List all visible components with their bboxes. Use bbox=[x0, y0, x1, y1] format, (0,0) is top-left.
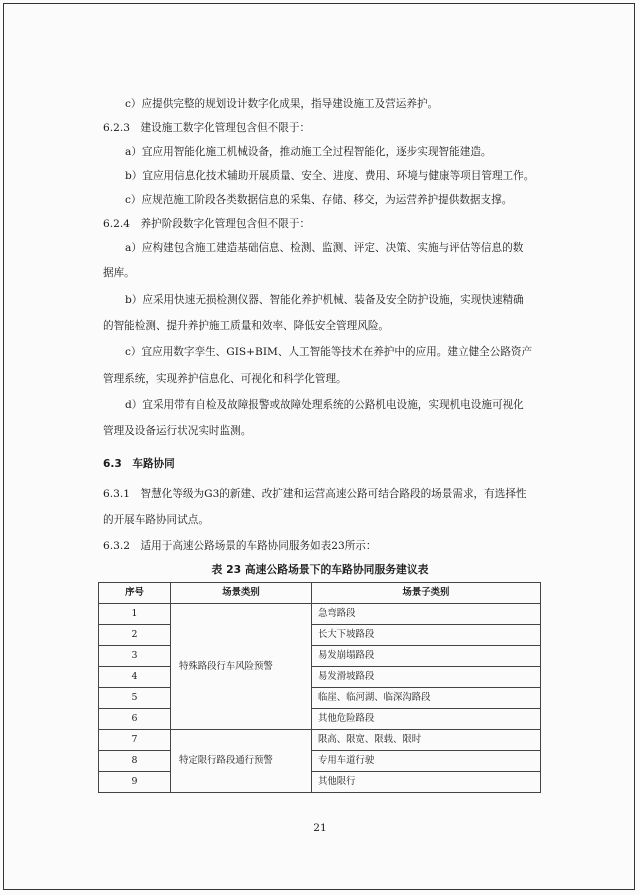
subcategory-cell: 其他危险路段 bbox=[312, 709, 541, 730]
subcategory-cell: 急弯路段 bbox=[312, 604, 541, 625]
clause-paragraph: 6.3.2 适用于高速公路场景的车路协同服务如表23所示： bbox=[103, 540, 377, 552]
paragraph-continuation: 据库。 bbox=[103, 267, 135, 279]
paragraph: c）宜应用数字孪生、GIS+BIM、人工智能等技术在养护中的应用。建立健全公路资产 bbox=[125, 346, 533, 358]
row-index: 7 bbox=[99, 730, 171, 751]
paragraph: b）应采用快速无损检测仪器、智能化养护机械、装备及安全防护设施，实现快速精确 bbox=[125, 294, 524, 306]
paragraph: c）应规范施工阶段各类数据信息的采集、存储、移交，为运营养护提供数据支撑。 bbox=[125, 194, 513, 206]
row-index: 3 bbox=[99, 646, 171, 667]
paragraph: d）宜采用带有自检及故障报警或故障处理系统的公路机电设施，实现机电设施可视化 bbox=[125, 399, 524, 411]
paragraph: b）宜应用信息化技术辅助开展质量、安全、进度、费用、环境与健康等项目管理工作。 bbox=[125, 170, 535, 182]
paragraph: c）应提供完整的规划设计数字化成果，指导建设施工及营运养护。 bbox=[125, 98, 439, 110]
table-row bbox=[99, 646, 541, 667]
row-index: 1 bbox=[99, 604, 171, 625]
category-cell: 特定限行路段通行预警 bbox=[171, 730, 312, 793]
subcategory-cell: 易发崩塌路段 bbox=[312, 646, 541, 667]
category-cell: 特殊路段行车风险预警 bbox=[171, 604, 312, 730]
subcategory-cell: 易发滑坡路段 bbox=[312, 667, 541, 688]
table-row bbox=[99, 625, 541, 646]
table-header-row bbox=[99, 583, 541, 604]
subcategory-cell: 临崖、临河湖、临深沟路段 bbox=[312, 688, 541, 709]
row-index: 8 bbox=[99, 751, 171, 772]
subcategory-cell: 长大下坡路段 bbox=[312, 625, 541, 646]
paragraph: a）应构建包含施工建造基础信息、检测、监测、评定、决策、实施与评估等信息的数 bbox=[125, 242, 524, 254]
table-row bbox=[99, 772, 541, 793]
paragraph-continuation: 的智能检测、提升养护施工质量和效率、降低安全管理风险。 bbox=[103, 320, 390, 332]
table-row bbox=[99, 604, 541, 625]
paragraph: a）宜应用智能化施工机械设备，推动施工全过程智能化，逐步实现智能建造。 bbox=[125, 146, 492, 158]
subcategory-cell: 专用车道行驶 bbox=[312, 751, 541, 772]
section-heading: 6.3 车路协同 bbox=[103, 458, 175, 470]
table-row bbox=[99, 688, 541, 709]
subcategory-cell: 其他限行 bbox=[312, 772, 541, 793]
table-row bbox=[99, 709, 541, 730]
table-caption: 表 23 高速公路场景下的车路协同服务建议表 bbox=[211, 563, 429, 576]
clause-heading: 6.2.4 养护阶段数字化管理包含但不限于： bbox=[103, 218, 311, 230]
paragraph-continuation: 管理系统，实现养护信息化、可视化和科学化管理。 bbox=[103, 373, 347, 385]
header-category: 场景类别 bbox=[171, 583, 312, 604]
row-index: 4 bbox=[99, 667, 171, 688]
clause-paragraph: 6.3.1 智慧化等级为G3的新建、改扩建和运营高速公路可结合路段的场景需求，有选择性 bbox=[103, 488, 527, 500]
service-table bbox=[98, 582, 541, 793]
header-index: 序号 bbox=[99, 583, 171, 604]
paragraph-continuation: 管理及设备运行状况实时监测。 bbox=[103, 425, 252, 437]
table-row bbox=[99, 730, 541, 751]
row-index: 2 bbox=[99, 625, 171, 646]
clause-heading: 6.2.3 建设施工数字化管理包含但不限于： bbox=[103, 122, 311, 134]
table-row bbox=[99, 751, 541, 772]
header-subcategory: 场景子类别 bbox=[312, 583, 541, 604]
row-index: 5 bbox=[99, 688, 171, 709]
subcategory-cell: 限高、限宽、限载、限时 bbox=[312, 730, 541, 751]
row-index: 9 bbox=[99, 772, 171, 793]
paragraph-continuation: 的开展车路协同试点。 bbox=[103, 514, 209, 526]
row-index: 6 bbox=[99, 709, 171, 730]
table-row bbox=[99, 667, 541, 688]
page-number: 21 bbox=[313, 822, 327, 834]
